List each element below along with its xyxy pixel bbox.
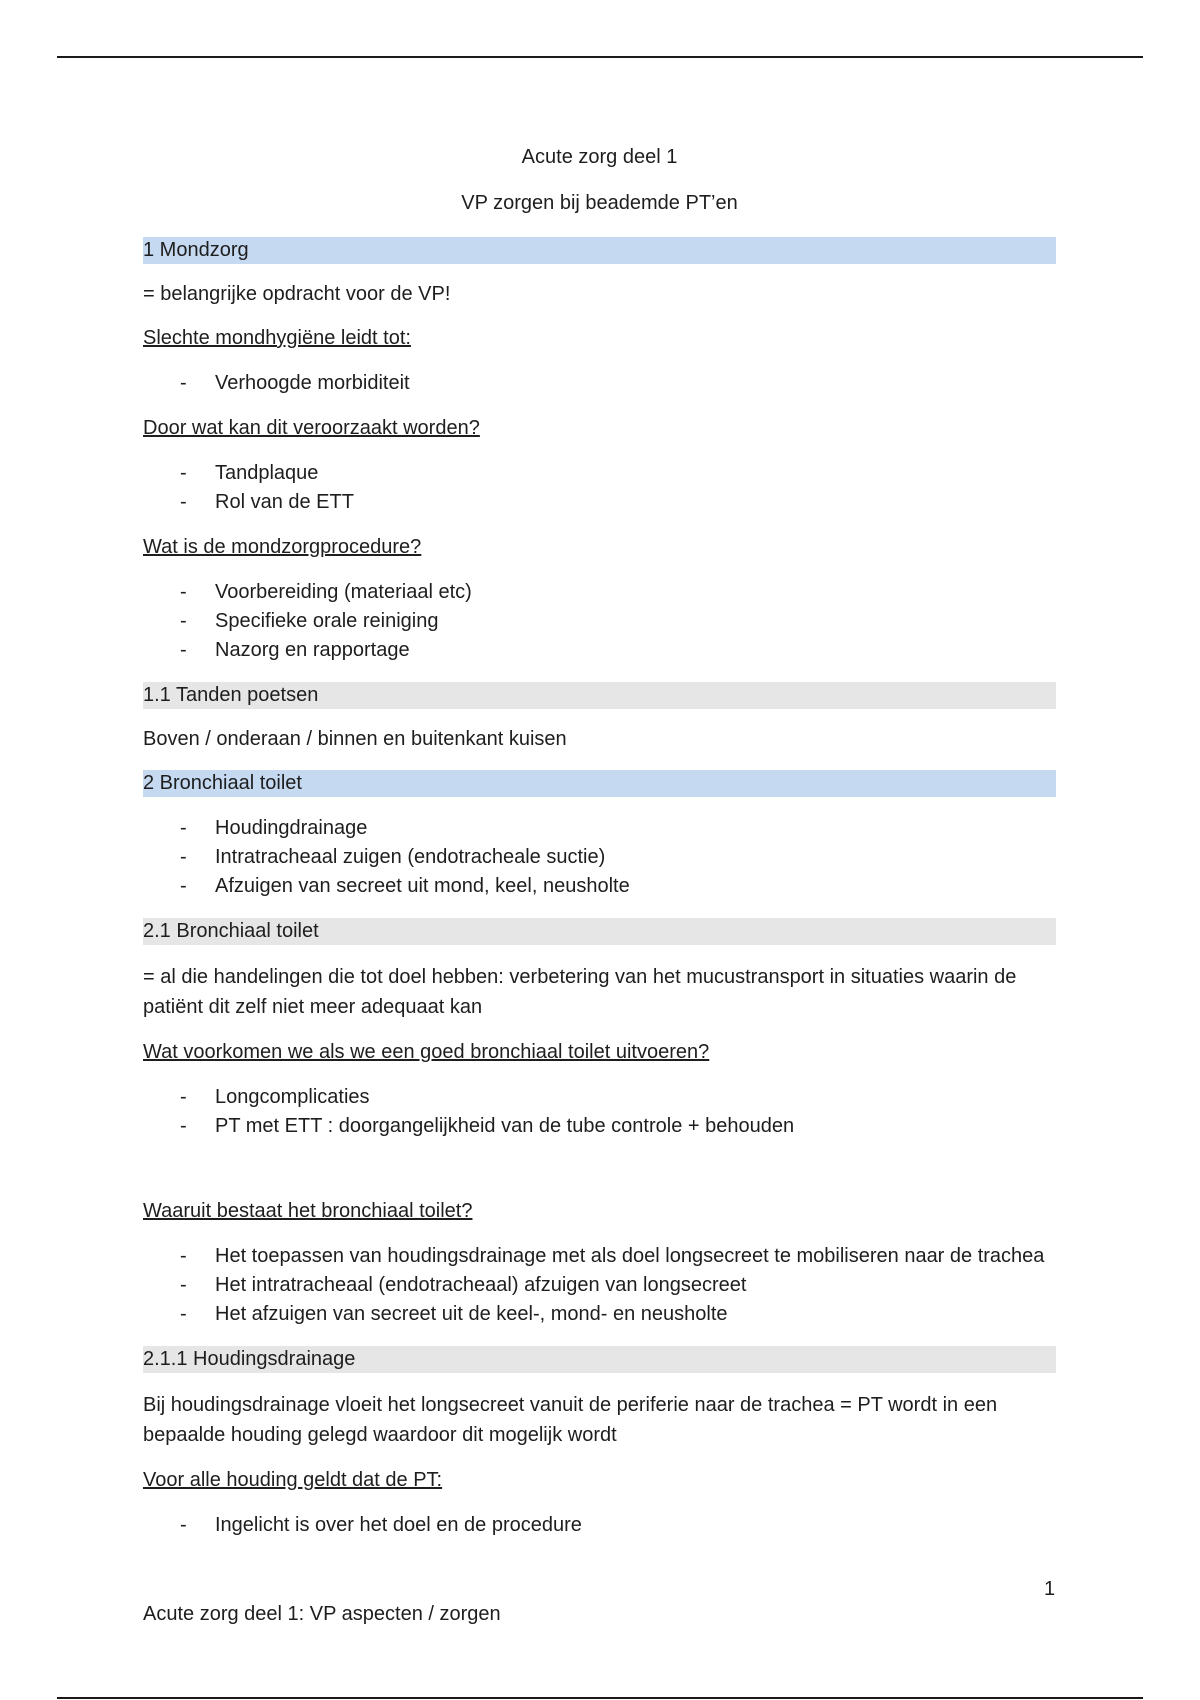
document-title: Acute zorg deel 1 [521,146,678,168]
bullet-dash: - [180,1303,187,1325]
list-item-text: Verhoogde morbiditeit [215,372,410,394]
paragraph: = al die handelingen die tot doel hebben: verbetering van het mucustransport in situaties waarin de patiënt dit zelf niet meer adequaat kan [143,966,1017,1018]
page-footer: Acute zorg deel 1: VP aspecten / zorgen [143,1603,501,1625]
paragraph: Bij houdingsdrainage vloeit het longsecreet vanuit de periferie naar de trachea = PT wordt in een bepaalde houding gelegd waardoor dit mogelijk wordt [143,1394,998,1446]
list-item-text: Nazorg en rapportage [215,639,410,661]
list-item-text: PT met ETT : doorgangelijkheid van de tube controle + behouden [215,1115,795,1137]
bullet-list [143,1242,1056,1329]
section-heading-bronchiaal-toilet: 2 Bronchiaal toilet [143,770,1056,797]
list-item [143,636,1056,665]
bullet-dash: - [180,817,187,839]
list-item-text: Het toepassen van houdingsdrainage met als doel longsecreet te mobiliseren naar de trachea [215,1245,1045,1267]
document-page [143,138,1056,1557]
bullet-dash: - [180,639,187,661]
section-heading-mondzorg: 1 Mondzorg [143,237,1056,264]
bullet-dash: - [180,372,187,394]
bullet-list [143,814,1056,901]
bullet-dash: - [180,846,187,868]
list-item [143,488,1056,517]
list-item-text: Longcomplicaties [215,1086,370,1108]
bullet-list [143,1083,1056,1141]
list-item [143,814,1056,843]
list-item [143,1083,1056,1112]
list-item [143,607,1056,636]
blank-line [143,1158,1056,1198]
bullet-list [143,1511,1056,1540]
bullet-dash: - [180,1245,187,1267]
question-heading: Wat is de mondzorgprocedure? [143,536,422,558]
list-item-text: Houdingdrainage [215,817,368,839]
list-item [143,843,1056,872]
list-item [143,1271,1056,1300]
question-heading: Door wat kan dit veroorzaakt worden? [143,417,480,439]
question-heading: Waaruit bestaat het bronchiaal toilet? [143,1200,473,1222]
list-item [143,1300,1056,1329]
paragraph: = belangrijke opdracht voor de VP! [143,283,451,305]
list-item-text: Het intratracheaal (endotracheaal) afzuigen van longsecreet [215,1274,747,1296]
bullet-dash: - [180,610,187,632]
list-item [143,872,1056,901]
list-item-text: Ingelicht is over het doel en de procedure [215,1514,582,1536]
section-heading-bronchiaal-toilet-sub: 2.1 Bronchiaal toilet [143,918,1056,945]
list-item-text: Specifieke orale reiniging [215,610,439,632]
bullet-list [143,369,1056,398]
list-item [143,1112,1056,1141]
list-item [143,1242,1056,1271]
question-heading: Slechte mondhygiëne leidt tot: [143,327,411,349]
header-rule [57,56,1143,58]
section-heading-tanden-poetsen: 1.1 Tanden poetsen [143,682,1056,709]
question-heading: Wat voorkomen we als we een goed bronchiaal toilet uitvoeren? [143,1041,710,1063]
footer-rule [57,1697,1143,1699]
bullet-dash: - [180,491,187,513]
bullet-list [143,578,1056,665]
list-item-text: Intratracheaal zuigen (endotracheale suctie) [215,846,606,868]
list-item [143,369,1056,398]
paragraph: Boven / onderaan / binnen en buitenkant kuisen [143,728,567,750]
document-subtitle: VP zorgen bij beademde PT’en [461,192,738,214]
bullet-dash: - [180,581,187,603]
bullet-dash: - [180,1274,187,1296]
list-item-text: Rol van de ETT [215,491,354,513]
list-item-text: Het afzuigen van secreet uit de keel-, mond- en neusholte [215,1303,728,1325]
bullet-list [143,459,1056,517]
question-heading: Voor alle houding geldt dat de PT: [143,1469,443,1491]
bullet-dash: - [180,1115,187,1137]
bullet-dash: - [180,462,187,484]
bullet-dash: - [180,1086,187,1108]
list-item [143,1511,1056,1540]
list-item [143,459,1056,488]
list-item-text: Afzuigen van secreet uit mond, keel, neusholte [215,875,630,897]
section-heading-houdingsdrainage: 2.1.1 Houdingsdrainage [143,1346,1056,1373]
list-item-text: Voorbereiding (materiaal etc) [215,581,472,603]
bullet-dash: - [180,875,187,897]
bullet-dash: - [180,1514,187,1536]
list-item-text: Tandplaque [215,462,319,484]
page-number: 1 [1044,1578,1056,1600]
list-item [143,578,1056,607]
